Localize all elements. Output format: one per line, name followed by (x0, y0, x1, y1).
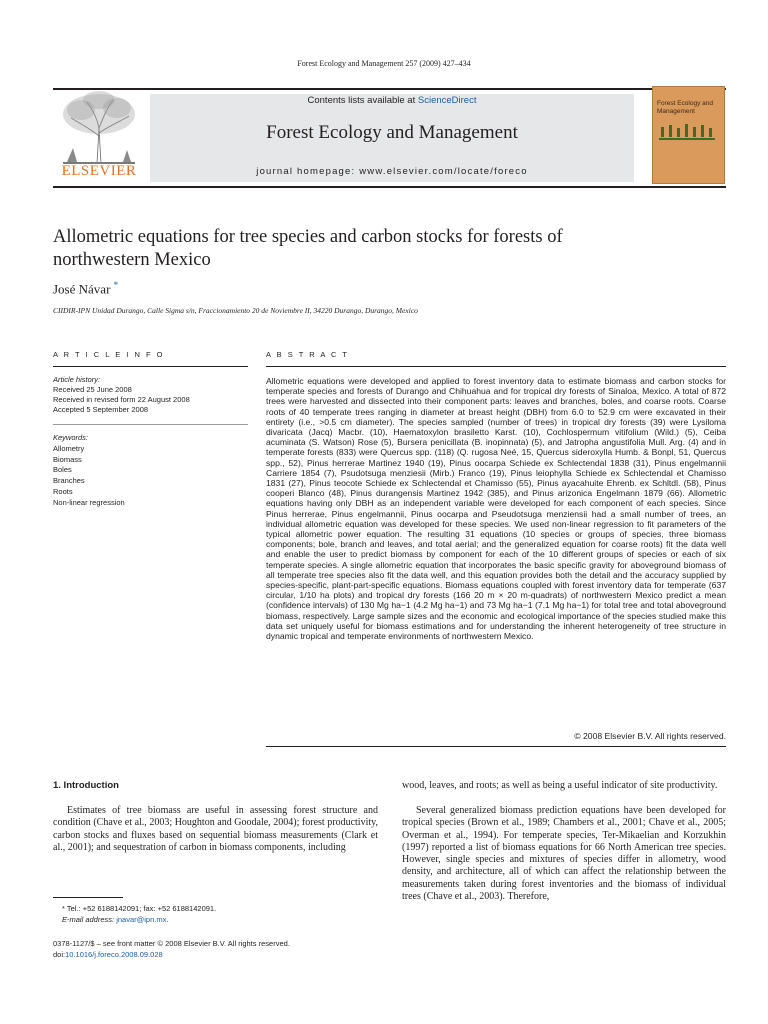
journal-title: Forest Ecology and Management (266, 122, 518, 143)
keyword: Boles (53, 465, 72, 475)
journal-cover[interactable] (652, 86, 725, 184)
footnote-rule (53, 897, 123, 898)
article-history (53, 375, 190, 415)
abstract-copyright: © 2008 Elsevier B.V. All rights reserved. (574, 731, 726, 741)
email-suffix: . (166, 914, 169, 924)
article-info-divider (53, 424, 248, 425)
cover-title: Forest Ecology and Management (657, 100, 714, 115)
history-label: Article history: (53, 375, 101, 384)
author-name: José Návar (53, 281, 111, 297)
abstract-rule (266, 366, 726, 367)
keyword: Allometry (53, 443, 85, 453)
intro-paragraph-left: Estimates of tree biomass are useful in assessing forest structure and condition (Chave et al., 2003; Houghton and Goodale, 2004); forest productivity, carbon stocks and fluxes based on sequential biomass measurements (Clark et al., 2001); and sequestration of carbon in biomass components, including (53, 805, 378, 853)
history-revised: Received in revised form 22 August 2008 (53, 395, 190, 404)
keywords-label: Keywords: (53, 433, 89, 442)
affiliation: CIIDIR-IPN Unidad Durango, Calle Sigma s/n, Fraccionamiento 20 de Noviembre II, 34220 Durango, Durango, Mexico (53, 306, 418, 315)
doi-link[interactable]: 10.1016/j.foreco.2008.09.028 (65, 950, 163, 959)
section-heading-introduction: 1. Introduction (53, 780, 119, 791)
article-info-heading: A R T I C L E I N F O (53, 350, 165, 359)
keyword: Biomass (53, 454, 82, 464)
keywords (53, 433, 125, 509)
journal-masthead (150, 94, 634, 182)
footnote-email-line (62, 915, 216, 926)
issn-line: 0378-1127/$ – see front matter © 2008 Elsevier B.V. All rights reserved. (53, 939, 290, 948)
front-matter (53, 938, 290, 960)
masthead-rule-top (53, 88, 726, 90)
sciencedirect-link[interactable]: ScienceDirect (417, 95, 477, 106)
abstract-text: Allometric equations were developed and applied to forest inventory data to estimate biomass and carbon stocks for temperate species and forests of Durango and Chihuahua and for tropical dry forests of Sinaloa, Mexico. A total of 872 trees were harvested and dissected into their component parts: leaves and branches, boles, and coarse roots. Coarse roots of 40 temperate trees ranging in diameter at breast height (DBH) from 6.0 to 52.9 cm were excavated in their entirety (i.e., >0.5 cm diameter). The species sampled (number of trees) in tropical dry forests (39) were Lysiloma divaricata (Jacq) Macbr. (10), Haematoxylon brasiletto Karst. (10), Cochlospermum vitifolium (Wild.) (5), Ceiba acuminata (S. Watson) Rose (5), Bursera penicillata (B. inopinnata) (5), and Jatropha angustifolia Mull. Arg. (4) and in temperate forests (833) were Quercus spp. (118) (Q. rugosa Neé, 15, Quercus sideroxylla Humb. & Bonpl, 51, Quercus spp., 52), Pinus herrerae Martinez 1940 (19), Pinus oocarpa Schiede ex Schlectendal 1838 (31), Pinus engelmannii Carriere 1854 (7), Psudotsuga menziesii (Mirb.) Franco (19), Pinus leiophylla Schiede ex Schlectendal et Chamisso 1831 (27), Pinus teocote Schiede ex Schlectendal et Chamisso (55), Pinus ayacahuite Ehrenb. ex Schltdl. (58), Pinus cooperi Blanco (48), Pinus durangensis Martinez 1942 (385), and Pinus arizonica Engelmann 1879 (66). Allometric equations having only DBH as an independent variable were developed for each component of each species. Since Pinus herrerae, Pinus engelmannii, Pinus oocarpa and Pseudotsuga menziensii had a small number of trees, an individual allometric equation was developed for these species. We used non-linear regression to fit parameters of the typical allometric power equation. The resulting 31 equations (10 species or groups of species, three biomass components; bole, branch and leaves, and total aerial; and the generalized equation for coarse roots) fit the data well and enable the user to predict biomass by component for each of the 10 different groups of species or each of six temperate species. A single allometric equation that incorporates the basic specific gravity for aboveground biomass of all temperate tree species also fit the data well, and this equation provides both the detail and the accuracy supplied by species-specific, plant-part-specific equations. Biomass equations coupled with forest inventory data for temperate (637 circular, 1/10 ha plots) and tropical dry forests (166 20 m × 20 m-quadrats) of northwestern Mexico predict a mean (confidence intervals) of 130 Mg ha−1 (4.2 Mg ha−1) and 73 Mg ha−1 (7.1 Mg ha−1) for total tree and total aboveground biomass, respectively. Large sample sizes and the economic and ecological importance of the species studied make this data set uniquely useful for biomass estimations and for understanding the inherent heterogeneity of tree structure in dynamic tropical and temperate environments of northwestern Mexico. (266, 376, 726, 642)
elsevier-logo[interactable] (53, 88, 145, 184)
cover-tree-icon (653, 121, 724, 161)
publisher-name: ELSEVIER (61, 163, 137, 179)
footnote (62, 904, 216, 925)
keyword: Branches (53, 476, 85, 486)
doi-label: doi: (53, 950, 66, 959)
history-accepted: Accepted 5 September 2008 (53, 405, 149, 414)
masthead-rule-bottom (53, 186, 726, 188)
article-info-rule (53, 366, 248, 367)
author (53, 280, 118, 297)
doi-line (53, 949, 290, 960)
history-received: Received 25 June 2008 (53, 385, 132, 394)
footnote-contact: * Tel.: +52 6188142091; fax: +52 6188142091. (62, 904, 217, 913)
contents-line (150, 95, 634, 106)
corresponding-author-mark[interactable]: * (113, 280, 119, 290)
contents-prefix: Contents lists available at (307, 95, 418, 106)
tree-logo-icon (53, 88, 145, 166)
title-line-2: northwestern Mexico (53, 250, 211, 270)
journal-homepage[interactable]: journal homepage: www.elsevier.com/locate/foreco (256, 166, 528, 177)
running-head: Forest Ecology and Management 257 (2009) 427–434 (297, 59, 471, 68)
article-title (53, 226, 713, 272)
keyword: Roots (53, 486, 73, 496)
intro-paragraph-right-2: Several generalized biomass prediction equations have been developed for tropical species (Brown et al., 1989; Chambers et al., 2001; Chave et al., 2005; Overman et al., 1994). For temperate species, Ter-Mikaelian and Korzukhin (1997) reported a list of biomass equations for 66 North American tree species. However, single species and mixtures of species differ in allometry, wood density, and architecture, all of which can affect the relationship between the measurements taken during forest inventories and the biomass of individual trees (Chave et al., 2003). Therefore, (402, 805, 726, 903)
email-link[interactable]: jnavar@ipn.mx (116, 914, 167, 924)
intro-paragraph-right-1: wood, leaves, and roots; as well as being a useful indicator of site productivity. (402, 780, 718, 791)
title-line-1: Allometric equations for tree species and carbon stocks for forests of (53, 227, 563, 247)
email-label: E-mail address: (62, 914, 117, 924)
abstract-heading: A B S T R A C T (266, 350, 349, 359)
keyword: Non-linear regression (53, 497, 125, 507)
abstract-end-rule (266, 746, 726, 747)
